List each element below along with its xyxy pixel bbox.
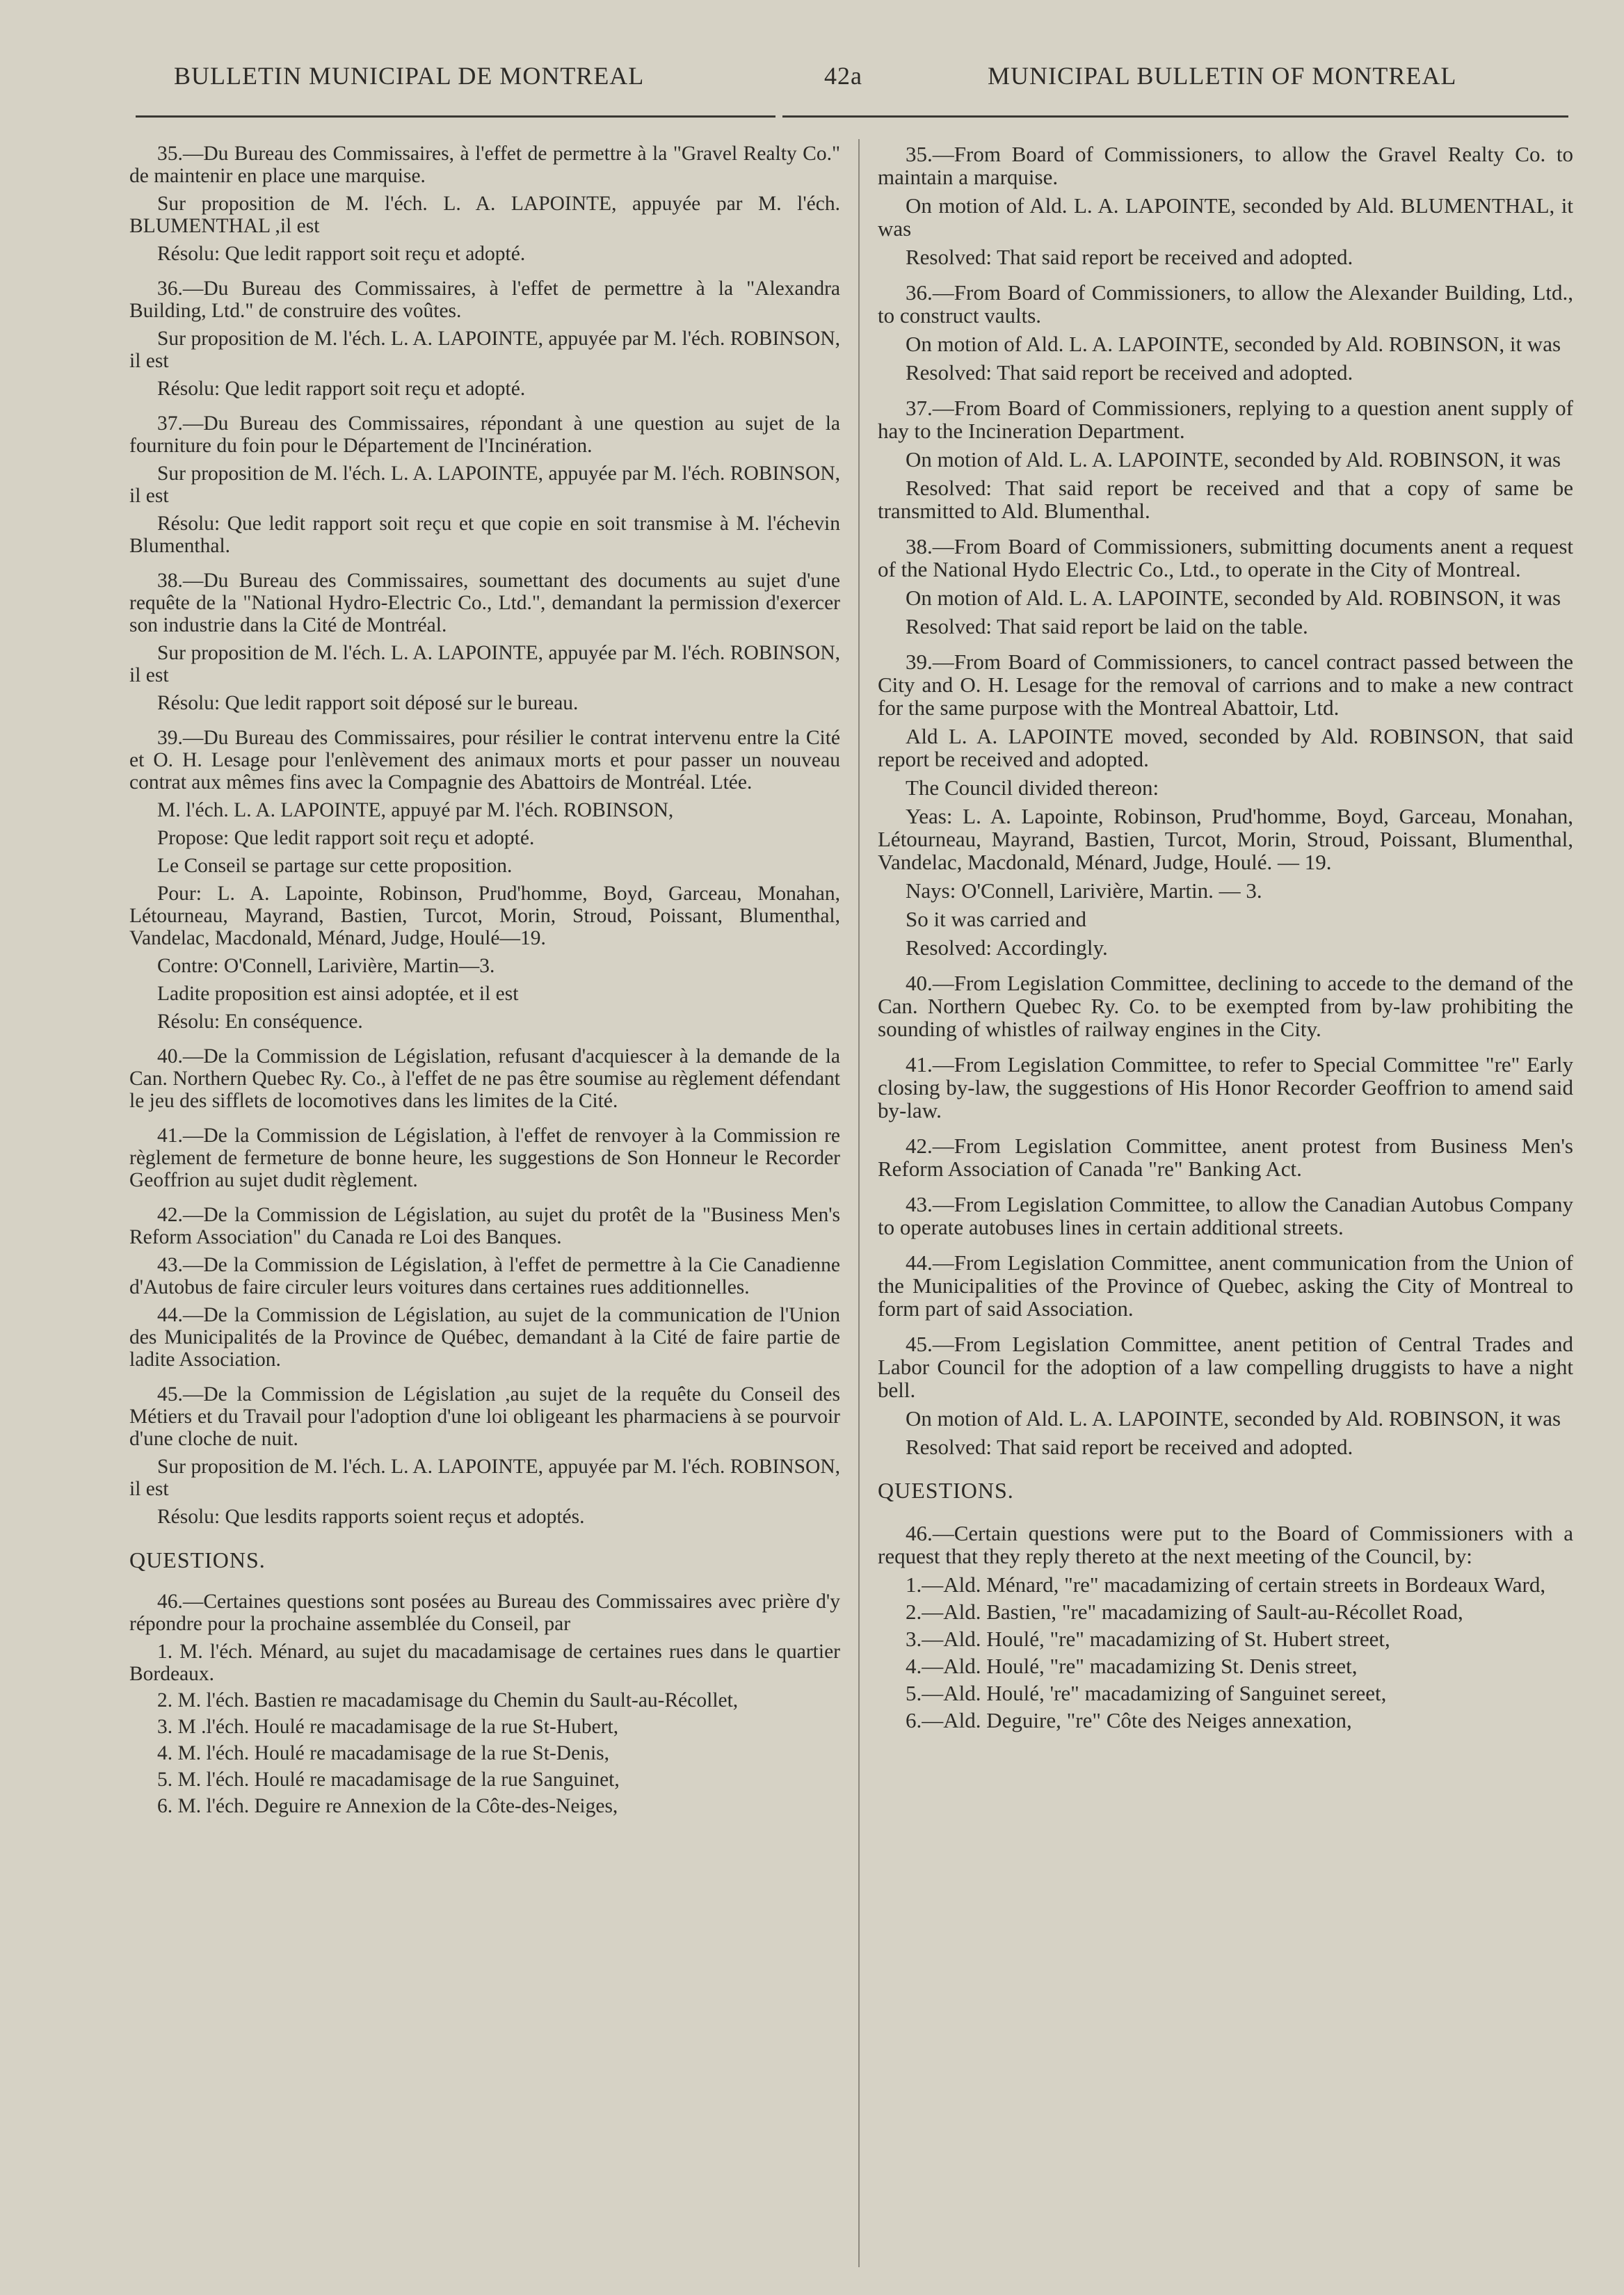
paragraph-en-41: 41.—From Legislation Committee, to refer to Special Committee "re" Early closing by-law, the suggestions of His Honor Recorder Geoffrion to amend said by-law. [878,1052,1573,1122]
paragraph: Yeas: L. A. Lapointe, Robinson, Prud'homme, Boyd, Garceau, Monahan, Létourneau, Mayrand, Bastien, Turcot, Morin, Stroud, Poissant, Blumenthal, Vandelac, Macdonald, Ménard, Judge, Houlé. — 19. [878,804,1573,874]
paragraph-en-44: 44.—From Legislation Committee, anent communication from the Union of the Municipalities of the Province of Quebec, asking the City of Montreal to form part of said Association. [878,1250,1573,1321]
paragraph: So it was carried and [906,907,1086,931]
paragraph-en-45: 45.—From Legislation Committee, anent petition of Central Trades and Labor Council for the adoption of a law compelling druggists to have a night bell. [878,1332,1573,1402]
paragraph: Sur proposition de M. l'éch. L. A. LAPOINTE, appuyée par M. l'éch. ROBINSON, il est [129,328,840,372]
paragraph: Résolu: Que ledit rapport soit reçu et adopté. [157,243,526,265]
paragraph-en-43: 43.—From Legislation Committee, to allow the Canadian Autobus Company to operate autobuses lines in certain additional streets. [878,1192,1573,1239]
paragraph-fr-46: 46.—Certaines questions sont posées au Bureau des Commissaires avec prière d'y répondre pour la prochaine assemblée du Conseil, par [129,1591,840,1635]
paragraph: On motion of Ald. L. A. LAPOINTE, seconded by Ald. ROBINSON, it was [906,447,1561,472]
paragraph: Sur proposition de M. l'éch. L. A. LAPOINTE, appuyée par M. l'éch. ROBINSON, il est [129,462,840,507]
paragraph-en-36: 36.—From Board of Commissioners, to allow the Alexander Building, Ltd., to construct vaults. [878,280,1573,328]
paragraph: Resolved: That said report be received and adopted. [906,1435,1353,1459]
paragraph: Résolu: Que ledit rapport soit déposé sur le bureau. [157,692,579,714]
paragraph-fr-44: 44.—De la Commission de Législation, au sujet de la communication de l'Union des Municipalités de la Province de Québec, demandant à la Cité de faire partie de ladite Association. [129,1304,840,1371]
paragraph-en-35: 35.—From Board of Commissioners, to allow the Gravel Realty Co. to maintain a marquise. [878,142,1573,189]
list-item: 5. M. l'éch. Houlé re macadamisage de la rue Sanguinet, [157,1769,620,1791]
paragraph: Nays: O'Connell, Larivière, Martin. — 3. [906,878,1262,903]
paragraph-fr-39: 39.—Du Bureau des Commissaires, pour résilier le contrat intervenu entre la Cité et O. H. Lesage pour l'enlèvement des animaux morts et pour passer un nouveau contrat aux mêmes fins avec la Compagnie des Abattoirs de Montréal. Ltée. [129,727,840,794]
paragraph-en-40: 40.—From Legislation Committee, declining to accede to the demand of the Can. Northern Quebec Ry. Co. to be exempted from by-law prohibiting the sounding of whistles of railway engines in the City. [878,971,1573,1041]
paragraph: Sur proposition de M. l'éch. L. A. LAPOINTE, appuyée par M. l'éch. BLUMENTHAL ,il est [129,193,840,237]
paragraph-fr-35: 35.—Du Bureau des Commissaires, à l'effet de permettre à la "Gravel Realty Co." de maintenir en place une marquise. [129,143,840,187]
list-item: 4.—Ald. Houlé, "re" macadamizing St. Denis street, [906,1654,1358,1678]
paragraph: On motion of Ald. L. A. LAPOINTE, seconded by Ald. BLUMENTHAL, it was [878,193,1573,241]
paragraph: Le Conseil se partage sur cette proposition. [157,855,513,877]
paragraph-en-38: 38.—From Board of Commissioners, submitting documents anent a request of the National Hydo Electric Co., Ltd., to operate in the City of Montreal. [878,534,1573,581]
paragraph: Contre: O'Connell, Larivière, Martin—3. [157,955,495,977]
list-item: 6. M. l'éch. Deguire re Annexion de la Côte-des-Neiges, [157,1795,618,1817]
header-french-title: BULLETIN MUNICIPAL DE MONTREAL [174,62,645,90]
header-rule-right [782,115,1568,118]
paragraph-fr-40: 40.—De la Commission de Législation, refusant d'acquiescer à la demande de la Can. Northern Quebec Ry. Co., à l'effet de ne pas être soumise au règlement défendant le jeu des sifflets de locomotives dans les limites de la Cité. [129,1045,840,1112]
paragraph-fr-45: 45.—De la Commission de Législation ,au sujet de la requête du Conseil des Métiers et du Travail pour l'adoption d'une loi obligeant les pharmaciens à se pourvoir d'une cloche de nuit. [129,1383,840,1450]
column-divider [858,139,860,2267]
paragraph: Propose: Que ledit rapport soit reçu et adopté. [157,827,535,849]
paragraph: On motion of Ald. L. A. LAPOINTE, seconded by Ald. ROBINSON, it was [906,586,1561,610]
paragraph: Résolu: Que ledit rapport soit reçu et que copie en soit transmise à M. l'échevin Blumenthal. [129,513,840,557]
paragraph-fr-38: 38.—Du Bureau des Commissaires, soumettant des documents au sujet d'une requête de la "National Hydro-Electric Co., Ltd.", demandant la permission d'exercer son industrie dans la Cité de Montréal. [129,570,840,636]
list-item: 3.—Ald. Houlé, "re" macadamizing of St. Hubert street, [906,1627,1390,1651]
paragraph: Resolved: That said report be received and that a copy of same be transmitted to Ald. Blumenthal. [878,476,1573,523]
list-item: 2.—Ald. Bastien, "re" macadamizing of Sault-au-Récollet Road, [906,1600,1463,1624]
english-column [878,143,1573,1736]
paragraph-fr-41: 41.—De la Commission de Législation, à l'effet de renvoyer à la Commission re règlement de fermeture de bonne heure, les suggestions de Son Honneur le Recorder Geoffrion au sujet dudit règlement. [129,1125,840,1191]
list-item: 3. M .l'éch. Houlé re macadamisage de la rue St-Hubert, [157,1716,619,1738]
page-number: 42a [824,62,862,90]
page-header [0,61,1624,103]
paragraph-fr-42: 42.—De la Commission de Législation, au sujet du protêt de la "Business Men's Reform Association" du Canada re Loi des Banques. [129,1204,840,1248]
list-item: 6.—Ald. Deguire, "re" Côte des Neiges annexation, [906,1708,1352,1732]
paragraph: Sur proposition de M. l'éch. L. A. LAPOINTE, appuyée par M. l'éch. ROBINSON, il est [129,1456,840,1500]
paragraph-en-46: 46.—Certain questions were put to the Board of Commissioners with a request that they reply thereto at the next meeting of the Council, by: [878,1521,1573,1568]
paragraph-fr-37: 37.—Du Bureau des Commissaires, répondant à une question au sujet de la fourniture du foin pour le Département de l'Incinération. [129,412,840,457]
paragraph-en-42: 42.—From Legislation Committee, anent protest from Business Men's Reform Association of Canada "re" Banking Act. [878,1134,1573,1181]
paragraph: Résolu: En conséquence. [157,1010,363,1033]
paragraph: On motion of Ald. L. A. LAPOINTE, seconded by Ald. ROBINSON, it was [906,332,1561,356]
paragraph: Resolved: That said report be received and adopted. [906,245,1353,269]
paragraph: M. l'éch. L. A. LAPOINTE, appuyé par M. l'éch. ROBINSON, [157,799,674,821]
paragraph: Résolu: Que lesdits rapports soient reçus et adoptés. [157,1506,585,1528]
paragraph: Ald L. A. LAPOINTE moved, seconded by Ald. ROBINSON, that said report be received and adopted. [878,724,1573,771]
list-item: 1. M. l'éch. Ménard, au sujet du macadamisage de certaines rues dans le quartier Bordeaux. [129,1641,840,1685]
list-item: 4. M. l'éch. Houlé re macadamisage de la rue St-Denis, [157,1742,609,1764]
header-english-title: MUNICIPAL BULLETIN OF MONTREAL [988,62,1457,90]
list-item: 2. M. l'éch. Bastien re macadamisage du Chemin du Sault-au-Récollet, [157,1689,739,1712]
paragraph: Pour: L. A. Lapointe, Robinson, Prud'homme, Boyd, Garceau, Monahan, Létourneau, Mayrand, Bastien, Turcot, Morin, Stroud, Poissant, Blumenthal, Vandelac, Macdonald, Ménard, Judge, Houlé—19. [129,883,840,949]
paragraph-en-39: 39.—From Board of Commissioners, to cancel contract passed between the City and O. H. Lesage for the removal of carrions and to make a new contract for the same purpose with the Montreal Abattoir, Ltd. [878,650,1573,720]
paragraph: Sur proposition de M. l'éch. L. A. LAPOINTE, appuyée par M. l'éch. ROBINSON, il est [129,642,840,686]
paragraph: Resolved: That said report be laid on the table. [906,614,1308,638]
list-item: 5.—Ald. Houlé, 're" macadamizing of Sanguinet sereet, [906,1681,1387,1705]
paragraph: On motion of Ald. L. A. LAPOINTE, seconded by Ald. ROBINSON, it was [906,1406,1561,1431]
paragraph: Resolved: Accordingly. [906,935,1108,960]
paragraph-fr-36: 36.—Du Bureau des Commissaires, à l'effet de permettre à la "Alexandra Building, Ltd." de construire des voûtes. [129,277,840,322]
paragraph: The Council divided thereon: [906,775,1159,800]
section-heading-fr: QUESTIONS. [129,1547,266,1572]
paragraph: Résolu: Que ledit rapport soit reçu et adopté. [157,378,526,400]
list-item: 1.—Ald. Ménard, "re" macadamizing of certain streets in Bordeaux Ward, [906,1572,1546,1597]
header-rule-left [136,115,775,118]
paragraph: Ladite proposition est ainsi adoptée, et il est [157,983,519,1005]
section-heading-en: QUESTIONS. [878,1478,1014,1503]
french-column [129,143,840,1821]
paragraph: Resolved: That said report be received and adopted. [906,360,1353,385]
paragraph-fr-43: 43.—De la Commission de Législation, à l'effet de permettre à la Cie Canadienne d'Autobus de faire circuler leurs voitures dans certaines rues additionnelles. [129,1254,840,1298]
paragraph-en-37: 37.—From Board of Commissioners, replying to a question anent supply of hay to the Incineration Department. [878,396,1573,443]
